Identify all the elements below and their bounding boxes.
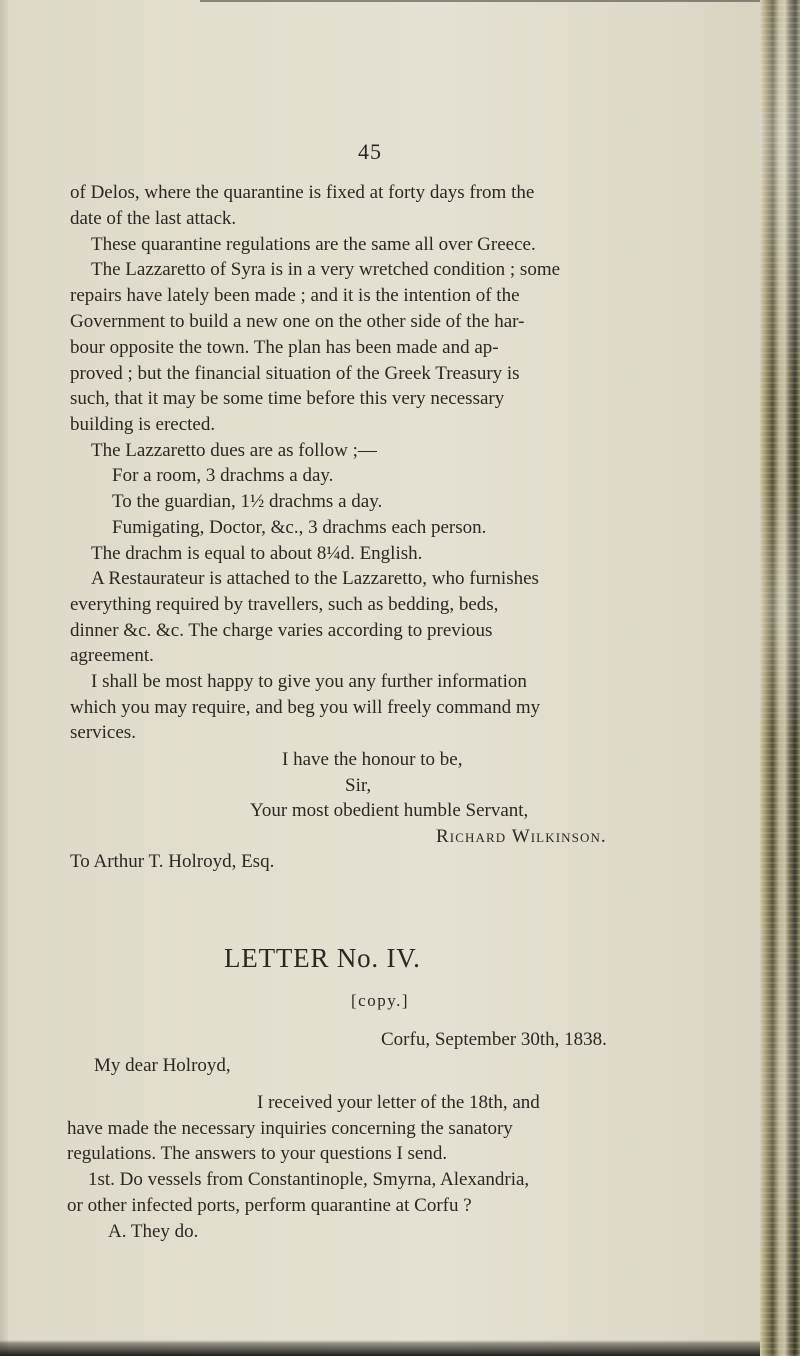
body-line-2: date of the last attack. xyxy=(70,208,237,229)
copy-label: [copy.] xyxy=(351,991,410,1010)
date-line: Corfu, September 30th, 1838. xyxy=(381,1029,607,1050)
body-line-11: The Lazzaretto dues are as follow ;— xyxy=(91,440,377,461)
body-line-9: such, that it may be some time before this very necessary xyxy=(70,388,505,409)
body-line-8: proved ; but the financial situation of the Greek Treasury is xyxy=(70,363,520,384)
body-line-15: The drachm is equal to about 8¼d. English. xyxy=(91,543,423,564)
body-line-18: dinner &c. &c. The charge varies according to previous xyxy=(70,620,493,641)
closing-line-3: Your most obedient humble Servant, xyxy=(250,800,529,821)
body-line-19: agreement. xyxy=(70,645,154,666)
body-line-21: which you may require, and beg you will freely command my xyxy=(70,697,541,718)
page-number: 45 xyxy=(358,139,382,164)
letter-body-line-4: 1st. Do vessels from Constantinople, Smyrna, Alexandria, xyxy=(88,1169,530,1190)
closing-line-2: Sir, xyxy=(345,775,372,796)
body-line-17: everything required by travellers, such as bedding, beds, xyxy=(70,594,499,615)
letter-body-line-2: have made the necessary inquiries concerning the sanatory xyxy=(67,1118,513,1139)
body-line-1: of Delos, where the quarantine is fixed at forty days from the xyxy=(70,182,535,203)
body-line-13: To the guardian, 1½ drachms a day. xyxy=(112,491,383,512)
signature-name: Richard Wilkinson. xyxy=(436,826,607,847)
body-line-22: services. xyxy=(70,722,136,743)
body-line-16: A Restaurateur is attached to the Lazzaretto, who furnishes xyxy=(91,568,539,589)
closing-line-1: I have the honour to be, xyxy=(282,749,463,770)
letter-body-line-6: A. They do. xyxy=(108,1221,199,1242)
body-line-12: For a room, 3 drachms a day. xyxy=(112,465,334,486)
body-line-20: I shall be most happy to give you any further information xyxy=(91,671,527,692)
body-line-14: Fumigating, Doctor, &c., 3 drachms each person. xyxy=(112,517,487,538)
recipient-line: To Arthur T. Holroyd, Esq. xyxy=(70,851,275,872)
letter-heading: LETTER No. IV. xyxy=(224,943,421,973)
body-line-4: The Lazzaretto of Syra is in a very wretched condition ; some xyxy=(91,259,561,280)
top-page-edge-shadow xyxy=(200,0,760,2)
book-binding xyxy=(760,0,800,1356)
left-page-edge xyxy=(0,0,8,1356)
body-line-6: Government to build a new one on the other side of the har- xyxy=(70,311,525,332)
bottom-page-shadow xyxy=(0,1340,760,1356)
salutation-line: My dear Holroyd, xyxy=(94,1055,231,1076)
body-line-7: bour opposite the town. The plan has been made and ap- xyxy=(70,337,499,358)
body-line-5: repairs have lately been made ; and it is the intention of the xyxy=(70,285,520,306)
letter-body-line-5: or other infected ports, perform quarantine at Corfu ? xyxy=(67,1195,472,1216)
letter-body-line-1: I received your letter of the 18th, and xyxy=(257,1092,540,1113)
body-line-3: These quarantine regulations are the same all over Greece. xyxy=(91,234,536,255)
body-line-10: building is erected. xyxy=(70,414,216,435)
letter-body-line-3: regulations. The answers to your questions I send. xyxy=(67,1143,448,1164)
